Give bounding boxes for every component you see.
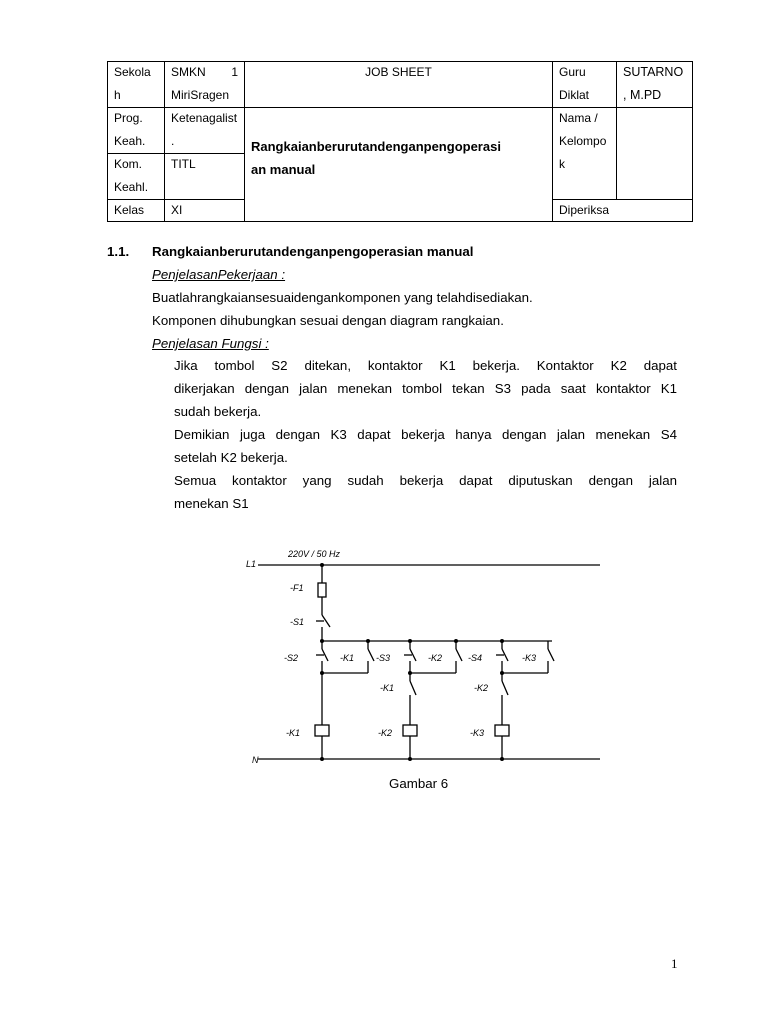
k3-hold-label: -K3	[522, 653, 537, 663]
function-line: Demikian juga dengan K3 dapat bekerja hanya dengan jalan menekan S4	[174, 427, 677, 442]
s4-label: -S4	[468, 653, 483, 663]
teacher-label: Guru Diklat	[559, 65, 590, 102]
supply-label: 220V / 50 Hz	[288, 549, 341, 559]
coil-k1-label: -K1	[286, 728, 301, 738]
function-line: Jika tombol S2 ditekan, kontaktor K1 bekerja. Kontaktor K2 dapat	[174, 358, 677, 373]
page-number: 1	[671, 956, 678, 971]
school-label: Sekola h	[114, 65, 151, 102]
class-label: Kelas	[114, 203, 145, 217]
n-label: N	[252, 755, 259, 765]
work-line: Buatlahrangkaiansesuaidengankomponen yang telahdisediakan.	[152, 290, 533, 305]
work-line: Komponen dihubungkan sesuai dengan diagram rangkaian.	[152, 313, 504, 328]
function-line: dikerjakan dengan jalan menekan tombol tekan S3 pada saat kontaktor K1	[174, 381, 677, 396]
job-sheet-title: JOB SHEET	[365, 65, 432, 79]
s3-label: -S3	[376, 653, 391, 663]
coil-k2-label: -K2	[378, 728, 393, 738]
k1-interlock-label: -K1	[380, 683, 395, 693]
competency-value: TITL	[171, 157, 196, 171]
function-line: menekan S1	[174, 496, 249, 511]
l1-label: L1	[246, 559, 257, 569]
program-label: Prog. Keah.	[114, 111, 146, 148]
section-title: Rangkaianberurutandenganpengoperasian manual	[152, 244, 474, 259]
function-line: sudah bekerja.	[174, 404, 262, 419]
function-line: setelah K2 bekerja.	[174, 450, 288, 465]
header-table	[107, 61, 693, 222]
fuse-label: -F1	[290, 583, 304, 593]
coil-k3-label: -K3	[470, 728, 485, 738]
figure-caption: Gambar 6	[389, 776, 449, 791]
class-value: XI	[171, 203, 183, 217]
checked-label: Diperiksa	[559, 203, 610, 217]
function-heading: Penjelasan Fungsi :	[152, 336, 269, 351]
school-value: SMKN 1 MiriSragen	[171, 65, 238, 102]
job-title: Rangkaianberurutandenganpengoperasi an manual	[251, 139, 501, 177]
circuit-diagram	[240, 545, 602, 770]
section-number: 1.1.	[107, 244, 130, 259]
name-group-label: Nama / Kelompo k	[559, 111, 607, 171]
work-heading: PenjelasanPekerjaan :	[152, 267, 286, 282]
k2-hold-label: -K2	[428, 653, 443, 663]
function-line: Semua kontaktor yang sudah bekerja dapat diputuskan dengan jalan	[174, 473, 677, 488]
competency-label: Kom. Keahl.	[114, 157, 149, 194]
k2-interlock-label: -K2	[474, 683, 489, 693]
k1-hold-label: -K1	[340, 653, 355, 663]
s2-label: -S2	[284, 653, 299, 663]
s1-label: -S1	[290, 617, 305, 627]
program-value: Ketenagalist .	[171, 111, 238, 148]
teacher-value: SUTARNO , M.PD	[623, 65, 684, 102]
